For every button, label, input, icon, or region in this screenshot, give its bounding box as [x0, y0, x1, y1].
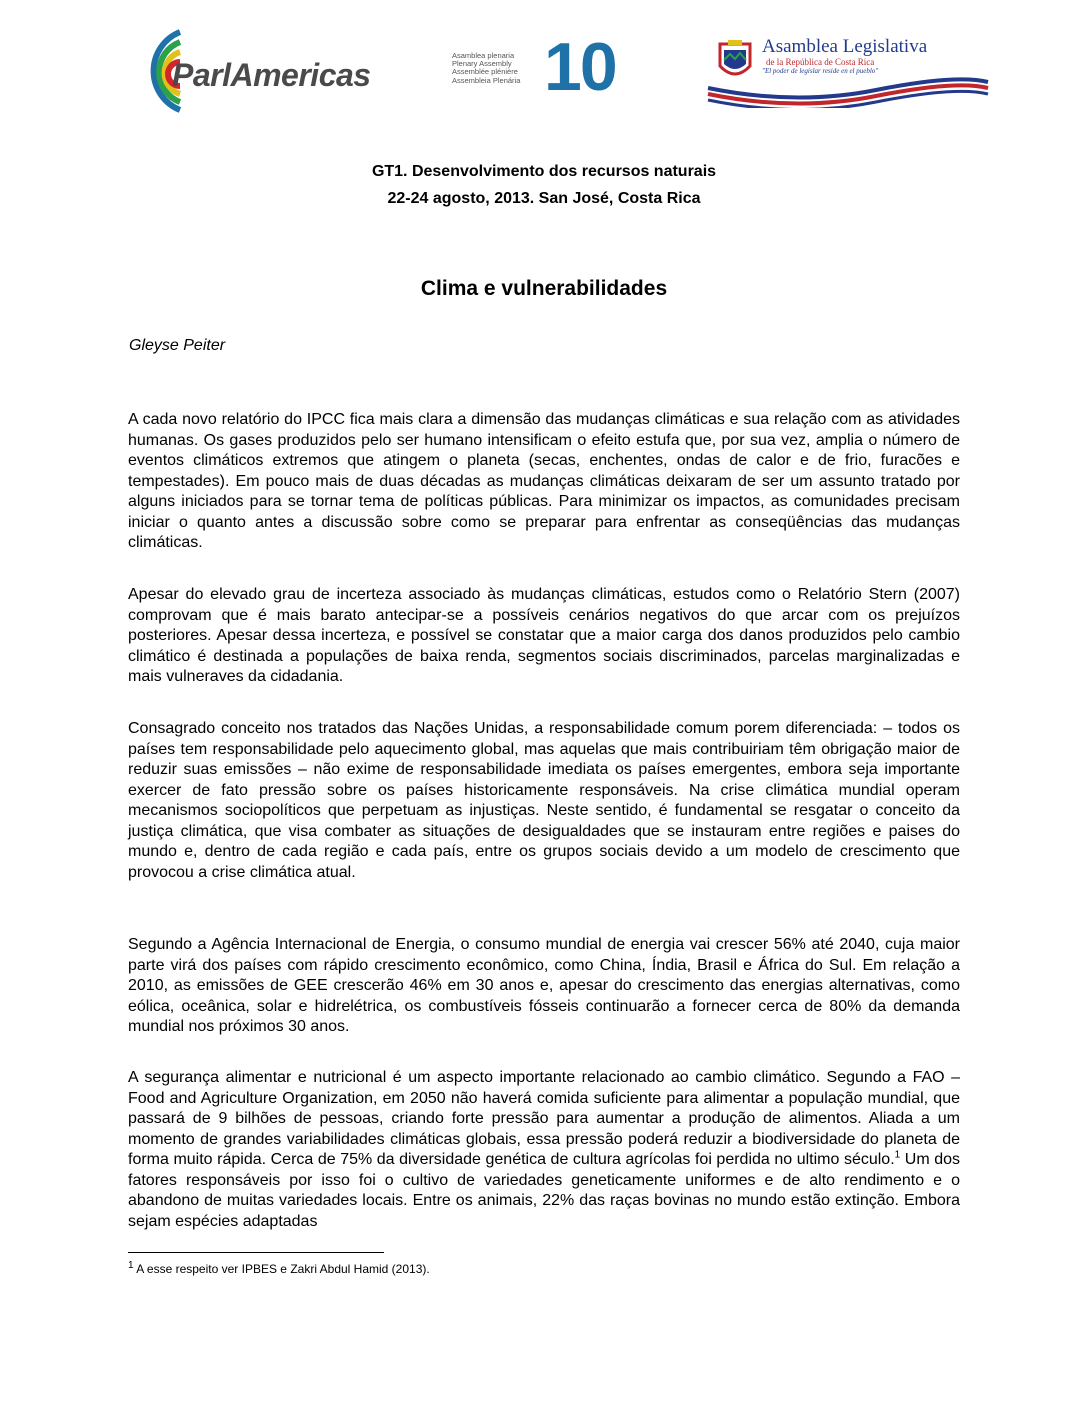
body-paragraph: Segundo a Agência Internacional de Energia, o consumo mundial de energia vai crescer 56% até 2040, cuja maior parte virá dos países com rápido crescimento econômico, como China, Índia, Brasil e África do Sul. Em relação a 2010, as emissões de GEE crescerão 46% em 30 anos e, apesar do crescimento das energias alternativas, como eólica, oceânica, solar e hidrelétrica, os combustíveis fósseis continuarão a fornecer cerca de 80% da demanda mundial nos próximos 30 anos. — [128, 936, 960, 1035]
plenary-line: Assembleia Plenária — [452, 75, 521, 85]
flag-stripes-icon — [706, 76, 990, 108]
body-paragraph — [128, 1068, 960, 1232]
footnote-text: A esse respeito ver IPBES e Zakri Abdul Hamid (2013). — [133, 1262, 430, 1276]
footnote — [128, 1262, 430, 1276]
document-title: Clima e vulnerabilidades — [420, 277, 668, 300]
body-paragraph: Apesar do elevado grau de incerteza associado às mudanças climáticas, estudos como o Relatório Stern (2007) comprovam que é mais barato antecipar-se a possíveis cenários negativos do que arcar com os prejuízos posteriores. Apesar dessa incerteza, e possível se constatar que a maior carga dos danos produzidos pelo cambio climático é destinada a populações de baixa renda, segmentos sociais discriminados, parcelas marginalizadas e mais vulneraves da cidadania. — [128, 586, 960, 685]
page-header — [0, 0, 1088, 125]
body-paragraph: A cada novo relatório do IPCC fica mais clara a dimensão das mudanças climáticas e sua relação com as atividades humanas. Os gases produzidos pelo ser humano intensificam o efeito estufa que, por sua vez, amplia o número de eventos climáticos extremos que atingem o planeta (secas, enchentes, ondas de calor e de frio, furacões e tempestades). Em pouco mais de duas décadas as mudanças climáticas deixaram de ser um assunto tratado por alguns iniciados para se tornar tema de políticas públicas. Para minimizar os impactos, as comunidades precisam iniciar o quanto antes a discussão sobre como se preparar para enfrentar as conseqüências das mudanças climáticas. — [128, 411, 960, 551]
parlamericas-logo — [128, 24, 453, 119]
asamblea-title: Asamblea Legislativa — [762, 36, 928, 57]
parlamericas-wordmark: ParlAmericas — [172, 57, 371, 93]
body-paragraph: Consagrado conceito nos tratados das Nações Unidas, a responsabilidade comum porem diferenciada: – todos os países tem responsabilidade pelo aquecimento global, mas aquelas que mais contribuiriam têm obrigação maior de reduzir suas emissões – não exime de responsabilidade imediata os países emergentes, embora seja importante exercer de fato pressão sobre os países historicamente responsáveis. Na crise climática mundial operam mecanismos sociopolíticos que perpetuam as injustiças. Neste sentido, é fundamental se resgatar o conceito da justiça climática, que visa combater as situações de desigualdades que se instauram entre regiões e paises do mundo e, dentro de cada região e cada país, entre os grupos sociais devido a um modelo de crescimento que provocou a crise climática atual. — [128, 720, 960, 881]
footnote-separator — [128, 1252, 384, 1253]
plenary-assembly-caption — [452, 52, 544, 85]
paragraph-text: Um dos fatores responsáveis por isso foi o cultivo de variedades geneticamente uniformes e de alto rendimento e o abandono de muitas variedades locais. Entre os animais, 22% das raças bovinas no mundo estão extinção. Embora sejam espécies adaptadas — [128, 1151, 960, 1230]
assembly-number: 10 — [544, 29, 616, 105]
footnote-reference[interactable]: 1 — [894, 1149, 901, 1161]
plenary-line: Asamblea plenaria — [452, 51, 515, 60]
working-group-line: GT1. Desenvolvimento dos recursos naturais — [371, 163, 717, 180]
asamblea-motto: "El poder de legislar reside en el pueblo" — [762, 67, 879, 75]
date-location-line: 22-24 agosto, 2013. San José, Costa Rica — [387, 190, 701, 207]
paragraph-text: A segurança alimentar e nutricional é um aspecto importante relacionado ao cambio climático. Segundo a FAO – Food and Agriculture Organization, em 2050 não haverá comida suficiente para alimentar a população mundial, que passará de 9 bilhões de pessoas, criando forte pressão para aumentar a produção de alimentos. Aliada a um momento de grandes variabilidades climáticas globais, essa pressão poderá reduzir a biodiversidade do planeta de forma muito rápida. Cerca de 75% da diversidade genética de cultura agrícolas foi perdida no ultimo século. — [128, 1069, 960, 1168]
plenary-line: Plenary Assembly — [452, 59, 512, 69]
asamblea-legislativa-logo — [706, 36, 990, 108]
footnote-marker: 1 — [128, 1260, 134, 1271]
asamblea-subtitle: de la República de Costa Rica — [766, 57, 875, 67]
author-name: Gleyse Peiter — [129, 337, 226, 354]
plenary-line: Assemblée plénière — [452, 67, 518, 77]
